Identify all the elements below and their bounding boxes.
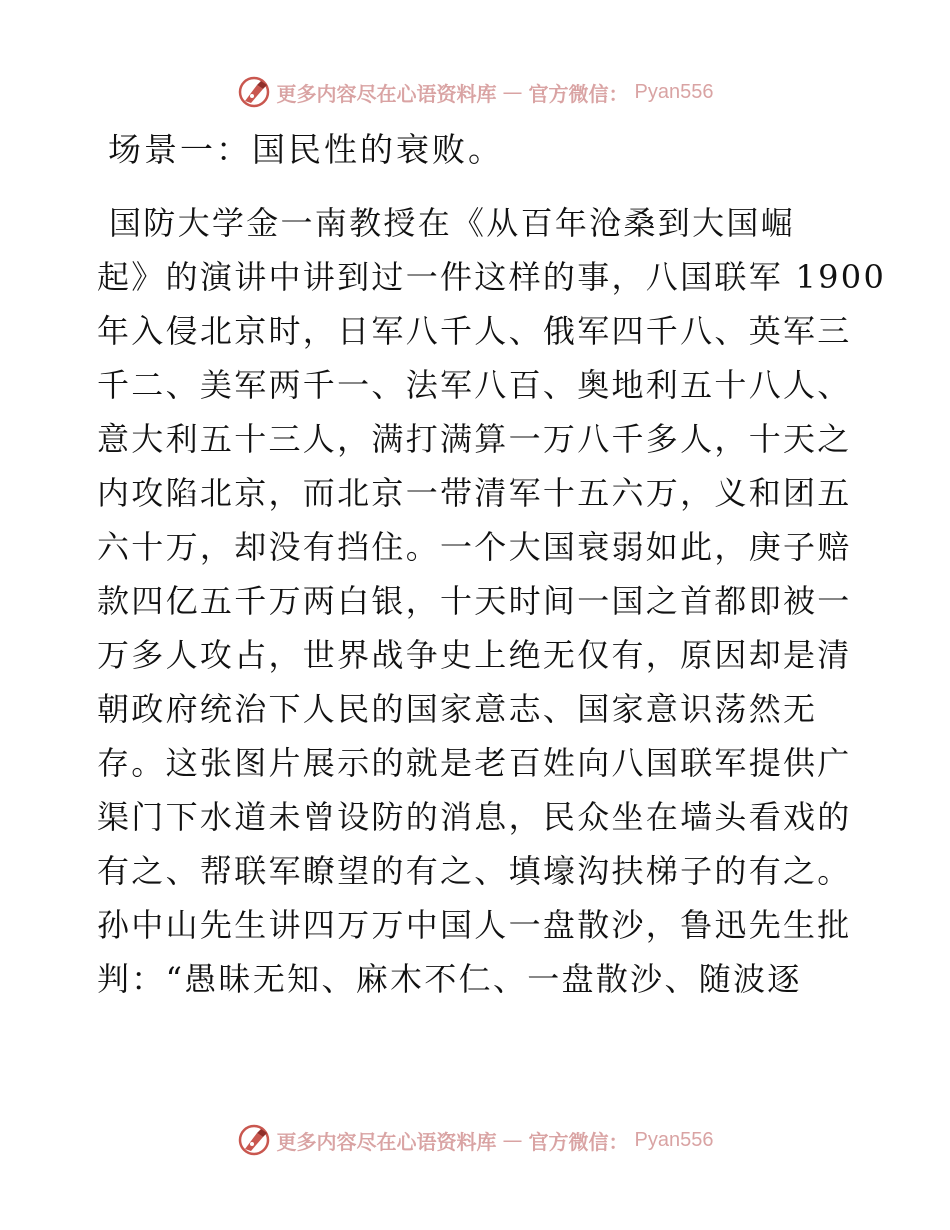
paragraph-line: 渠门下水道未曾设防的消息，民众坐在墙头看戏的 (97, 798, 852, 836)
footer-banner (0, 1120, 950, 1160)
banner-title: 更多内容尽在心语资料库 (276, 1129, 497, 1154)
paragraph-line: 有之、帮联军瞭望的有之、填壕沟扶梯子的有之。 (97, 852, 852, 890)
header-banner (0, 72, 950, 112)
paragraph-line: 六十万，却没有挡住。一个大国衰弱如此，庚子赔 (97, 528, 852, 566)
paragraph-line: 朝政府统治下人民的国家意志、国家意识荡然无 (97, 690, 818, 728)
paragraph-line: 内攻陷北京，而北京一带清军十五六万，义和团五 (97, 474, 852, 512)
footer-banner-content (237, 1123, 714, 1157)
paragraph-line: 判：“愚昧无知、麻木不仁、一盘散沙、随波逐 (97, 960, 802, 998)
paragraph-line: 款四亿五千万两白银，十天时间一国之首都即被一 (97, 582, 852, 620)
section-heading: 场景一：国民性的衰败。 (108, 130, 504, 169)
pen-nib-logo-icon (237, 75, 271, 109)
paragraph-line: 孙中山先生讲四万万中国人一盘散沙，鲁迅先生批 (97, 906, 852, 944)
paragraph-line: 存。这张图片展示的就是老百姓向八国联军提供广 (97, 744, 852, 782)
paragraph-line: 意大利五十三人，满打满算一万八千多人，十天之 (97, 420, 852, 458)
header-banner-content (237, 75, 714, 109)
pen-nib-logo-icon (237, 1123, 271, 1157)
body-paragraph (97, 196, 887, 1006)
paragraph-line: 年入侵北京时，日军八千人、俄军四千八、英军三 (97, 312, 852, 350)
banner-label: 官方微信： (528, 81, 629, 106)
banner-wechat-id: Pyan556 (634, 80, 714, 103)
paragraph-line: 万多人攻占，世界战争史上绝无仅有，原因却是清 (97, 636, 852, 674)
banner-label: 官方微信： (528, 1129, 629, 1154)
banner-separator: — (502, 80, 523, 104)
paragraph-line: 国防大学金一南教授在《从百年沧桑到大国崛 (109, 204, 796, 242)
banner-wechat-id: Pyan556 (634, 1128, 714, 1151)
banner-title: 更多内容尽在心语资料库 (276, 81, 497, 106)
paragraph-line: 起》的演讲中讲到过一件这样的事，八国联军 1900 (97, 258, 887, 296)
banner-separator: — (502, 1128, 523, 1152)
paragraph-line: 千二、美军两千一、法军八百、奥地利五十八人、 (97, 366, 852, 404)
